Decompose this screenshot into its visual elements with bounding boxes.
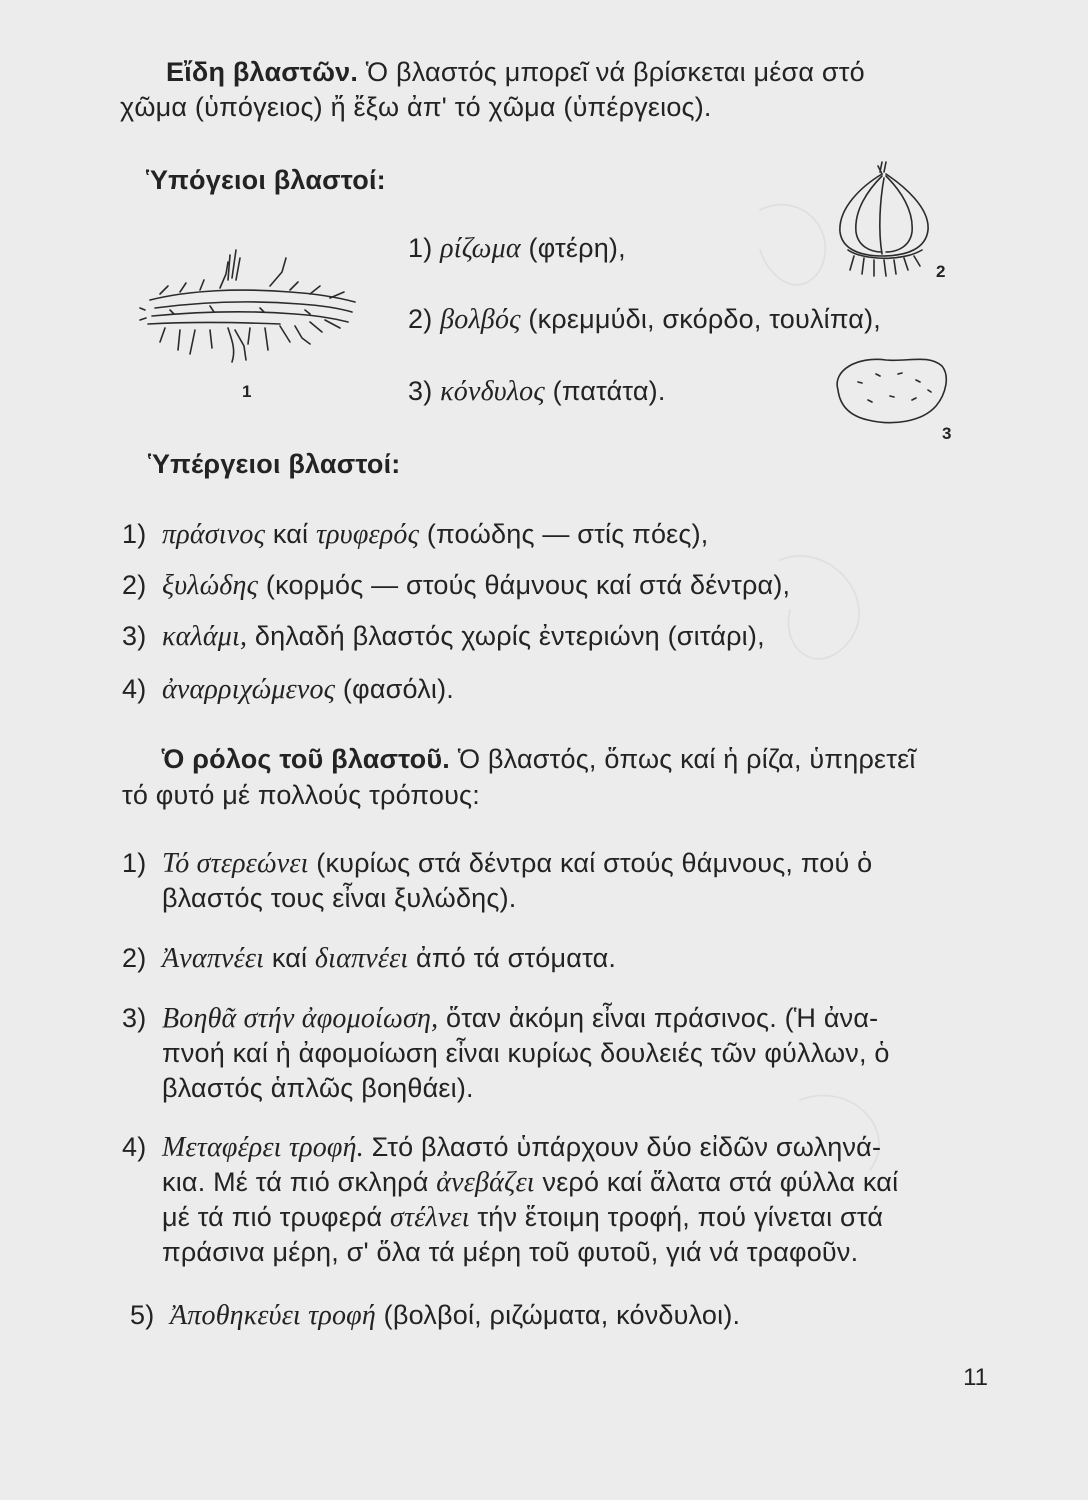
item-number: 2) <box>122 570 147 600</box>
item-text: δηλαδή βλαστός χωρίς ἐντεριώνη (σιτάρι), <box>247 621 765 651</box>
item-number: 1) <box>122 519 147 549</box>
rhizome-label: 1 <box>242 382 252 401</box>
role-item-1-line1 <box>122 846 872 881</box>
item-number: 3) <box>408 376 433 406</box>
item-term-tender: τρυφερός <box>315 519 420 550</box>
item-term-breathes: Ἀναπνέει <box>162 943 265 974</box>
item-term: ξυλώδης <box>162 570 259 601</box>
item-term: Ἀποθηκεύει τροφή <box>170 1300 376 1331</box>
item-number: 5) <box>130 1300 155 1330</box>
item-term-raises: ἀνεβάζει <box>436 1167 535 1198</box>
role-item-1-line2: βλαστός τους εἶναι ξυλώδης). <box>162 883 517 913</box>
bulb-label: 2 <box>936 262 946 281</box>
aboveground-item-1 <box>122 517 709 552</box>
item-number: 4) <box>122 674 147 704</box>
underground-heading: Ὑπόγειοι βλαστοί: <box>146 165 386 195</box>
types-intro-line1 <box>166 55 865 89</box>
item-term: κόνδυλος <box>440 376 545 407</box>
item-number: 3) <box>122 1003 147 1033</box>
underground-item-1 <box>408 231 626 266</box>
types-intro-line2: χῶμα (ὑπόγειος) ἤ ἔξω ἀπ' τό χῶμα (ὑπέργειος). <box>120 92 712 122</box>
aboveground-item-4 <box>122 672 454 707</box>
aboveground-item-3 <box>122 619 765 654</box>
role-item-4-line3 <box>162 1200 883 1235</box>
item-text: ἀπό τά στόματα. <box>408 943 617 973</box>
item-term-transpires: διαπνέει <box>314 943 409 974</box>
item-number: 1) <box>122 848 147 878</box>
role-item-3-line1 <box>122 1001 878 1036</box>
role-item-4-line2 <box>162 1165 898 1200</box>
item-text: (φασόλι). <box>335 674 455 704</box>
item-term: ρίζωμα <box>440 233 521 264</box>
aboveground-heading: Ὑπέργειοι βλαστοί: <box>148 449 401 479</box>
item-text: (πατάτα). <box>544 376 666 406</box>
item-term-green: πράσινος <box>162 519 266 550</box>
item-term: Βοηθᾶ στήν ἀφομοίωση, <box>162 1003 439 1034</box>
aboveground-item-2 <box>122 568 790 603</box>
types-heading: Εἴδη βλαστῶν. <box>166 57 359 87</box>
tuber-label: 3 <box>942 424 952 443</box>
item-term: Τό στερεώνει <box>162 848 309 879</box>
item-number: 3) <box>122 621 147 651</box>
item-number: 2) <box>408 304 433 334</box>
item-term: Μεταφέρει τροφή. <box>162 1132 364 1163</box>
role-intro-line2: τό φυτό μέ πολλούς τρόπους: <box>122 780 480 810</box>
item-connector: καί <box>265 519 316 549</box>
item-text: (κρεμμύδι, σκόρδο, τουλίπα), <box>520 304 881 334</box>
role-item-4-line1 <box>122 1130 881 1165</box>
role-item-5 <box>130 1298 740 1333</box>
item-term: καλάμι, <box>162 621 248 652</box>
item-text: (κυρίως στά δέντρα καί στούς θάμνους, πού ὁ <box>308 848 873 878</box>
item-text: Στό βλαστό ὑπάρχουν δύο εἰδῶν σωληνά- <box>363 1132 882 1162</box>
item-text: κια. Μέ τά πιό σκληρά <box>162 1167 437 1197</box>
item-text: (βολβοί, ριζώματα, κόνδυλοι). <box>375 1300 741 1330</box>
role-item-4-line4: πράσινα μέρη, σ' ὅλα τά μέρη τοῦ φυτοῦ, γιά νά τραφοῦν. <box>162 1237 859 1267</box>
item-term-sends: στέλνει <box>390 1202 470 1233</box>
item-text: (ποώδης — στίς πόες), <box>419 519 709 549</box>
item-number: 1) <box>408 233 433 263</box>
item-text: ὅταν ἀκόμη εἶναι πράσινος. (Ἡ ἀνα- <box>438 1003 879 1033</box>
role-heading: Ὁ ρόλος τοῦ βλαστοῦ. <box>162 744 450 774</box>
role-intro-text: Ὁ βλαστός, ὅπως καί ἡ ρίζα, ὑπηρετεῖ <box>450 744 916 774</box>
types-intro-text: Ὁ βλαστός μπορεῖ νά βρίσκεται μέσα στό <box>358 57 865 87</box>
item-text: (κορμός — στούς θάμνους καί στά δέντρα), <box>258 570 791 600</box>
item-term: βολβός <box>440 304 521 335</box>
role-item-3-line3: βλαστός ἁπλῶς βοηθάει). <box>162 1073 474 1103</box>
rhizome-illustration <box>140 250 365 380</box>
role-item-3-line2: πνοή καί ἡ ἀφομοίωση εἶναι κυρίως δουλειές τῶν φύλλων, ὁ <box>162 1038 890 1068</box>
item-number: 4) <box>122 1132 147 1162</box>
underground-item-3 <box>408 374 666 409</box>
underground-item-2 <box>408 302 881 337</box>
item-text: (φτέρη), <box>520 233 626 263</box>
role-intro-line1 <box>162 742 916 776</box>
item-text: τήν ἕτοιμη τροφή, πού γίνεται στά <box>469 1202 884 1232</box>
bulb-illustration <box>832 160 937 280</box>
item-text: μέ τά πιό τρυφερά <box>162 1202 391 1232</box>
item-connector: καί <box>264 943 315 973</box>
item-term: ἀναρριχώμενος <box>162 674 336 705</box>
role-item-2 <box>122 941 616 976</box>
item-text: νερό καί ἅλατα στά φύλλα καί <box>534 1167 899 1197</box>
item-number: 2) <box>122 943 147 973</box>
tuber-illustration <box>828 352 950 430</box>
page-number: 11 <box>963 1364 988 1391</box>
